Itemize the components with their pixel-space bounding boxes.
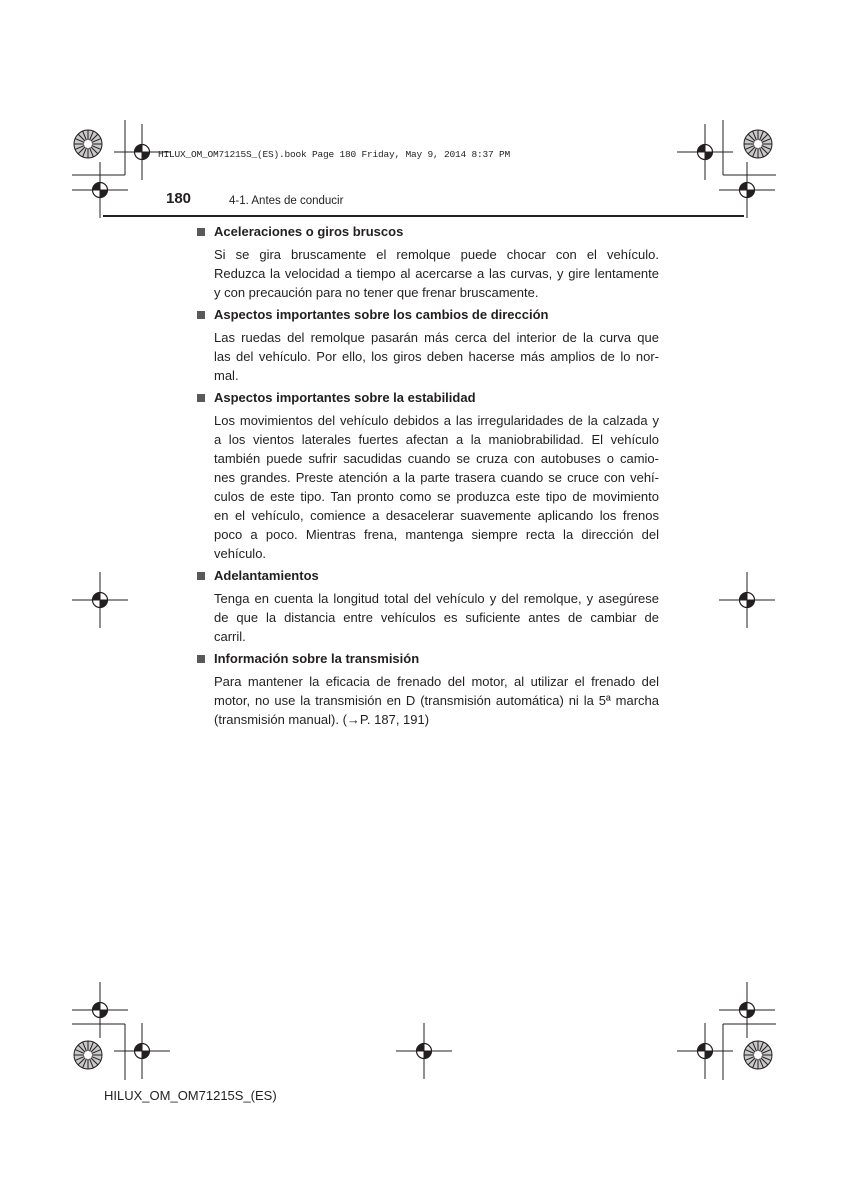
paragraph-line: Las ruedas del remolque pasarán más cerca del interior de la curva que	[214, 330, 659, 345]
header-rule	[103, 215, 744, 217]
bullet-square-icon	[197, 394, 205, 402]
body-content	[197, 222, 659, 732]
section-paragraph	[214, 672, 659, 729]
bullet-square-icon	[197, 572, 205, 580]
section-paragraph	[214, 589, 659, 646]
paragraph-line: y con precaución para no tener que frenar bruscamente.	[214, 285, 539, 300]
paragraph-line: también puede sufrir sacudidas cuando se cruza con autobuses o camio-	[214, 451, 659, 466]
paragraph-line: carril.	[214, 629, 246, 644]
bullet-square-icon	[197, 655, 205, 663]
paragraph-line: motor, no use la transmisión en D (transmisión automática) ni la 5ª marcha	[214, 693, 659, 708]
paragraph-line: culos de este tipo. Tan pronto como se produzca este tipo de movimiento	[214, 489, 659, 504]
paragraph-line: las del vehículo. Por ello, los giros deben hacerse más amplios de lo nor-	[214, 349, 659, 364]
paragraph-line: Los movimientos del vehículo debidos a las irregularidades de la calzada y	[214, 413, 659, 428]
section-title: 4-1. Antes de conducir	[229, 195, 344, 207]
paragraph-line: Tenga en cuenta la longitud total del vehículo y del remolque, y asegúrese	[214, 591, 659, 606]
paragraph-line: Reduzca la velocidad a tiempo al acercarse a las curvas, y gire lentamente	[214, 266, 659, 281]
paragraph-line: en el vehículo, comience a desacelerar suavemente aplicando los frenos	[214, 508, 659, 523]
bullet-square-icon	[197, 228, 205, 236]
print-file-info: HILUX_OM_OM71215S_(ES).book Page 180 Friday, May 9, 2014 8:37 PM	[158, 149, 511, 160]
paragraph-line: vehículo.	[214, 546, 267, 561]
section-heading-text: Aspectos importantes sobre los cambios de dirección	[214, 307, 549, 322]
section-heading-text: Aspectos importantes sobre la estabilidad	[214, 390, 476, 405]
section-heading	[197, 649, 659, 669]
paragraph-line: Si se gira bruscamente el remolque puede chocar con el vehículo.	[214, 247, 659, 262]
section-heading	[197, 566, 659, 586]
section-heading	[197, 222, 659, 242]
section-heading	[197, 305, 659, 325]
paragraph-line: Para mantener la eficacia de frenado del motor, al utilizar el frenado del	[214, 674, 659, 689]
section-paragraph	[214, 245, 659, 302]
section-paragraph	[214, 411, 659, 563]
paragraph-line: mal.	[214, 368, 239, 383]
section-paragraph	[214, 328, 659, 385]
section-heading	[197, 388, 659, 408]
paragraph-line: (transmisión manual). (→P. 187, 191)	[214, 712, 430, 727]
section-heading-text: Adelantamientos	[214, 568, 319, 583]
paragraph-line: a los vientos laterales fuertes afectan a la maniobrabilidad. El vehículo	[214, 432, 659, 447]
footer-book-code: HILUX_OM_OM71215S_(ES)	[104, 1088, 277, 1103]
section-heading-text: Información sobre la transmisión	[214, 651, 420, 666]
paragraph-line: nes grandes. Preste atención a la parte trasera cuando se cruce con vehí-	[214, 470, 659, 485]
paragraph-line: poco a poco. Mientras frena, mantenga siempre recta la dirección del	[214, 527, 659, 542]
bullet-square-icon	[197, 311, 205, 319]
section-heading-text: Aceleraciones o giros bruscos	[214, 224, 404, 239]
page-number: 180	[166, 190, 192, 207]
paragraph-line: de que la distancia entre vehículos es suficiente antes de cambiar de	[214, 610, 659, 625]
